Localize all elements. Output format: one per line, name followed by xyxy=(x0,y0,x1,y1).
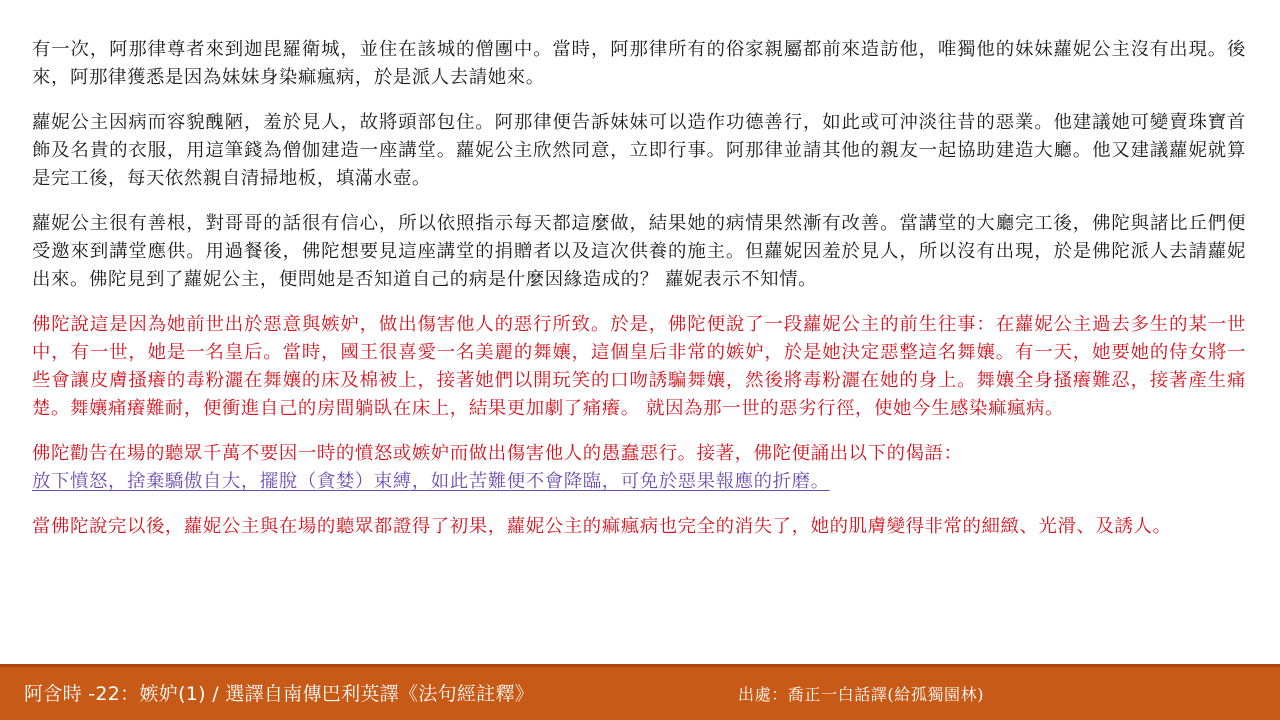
story-content xyxy=(32,36,1246,558)
paragraph-buddha-visit: 蘿妮公主很有善根，對哥哥的話很有信心，所以依照指示每天都這麼做，結果她的病情果然漸有改善。當講堂的大廳完工後，佛陀與諸比丘們便受邀來到講堂應供。用過餐後，佛陀想要見這座講堂的捐贈者以及這次供養的施主。但蘿妮因羞於見人，所以沒有出現，於是佛陀派人去請蘿妮出來。佛陀見到了蘿妮公主，便問她是否知道自己的病是什麼因緣造成的？ 蘿妮表示不知情。 xyxy=(32,213,1246,290)
paragraph-conclusion: 當佛陀說完以後，蘿妮公主與在場的聽眾都證得了初果，蘿妮公主的痲瘋病也完全的消失了，她的肌膚變得非常的細緻、光滑、及誘人。 xyxy=(32,516,1172,537)
verse-link[interactable]: 放下憤怒，捨棄驕傲自大，擺脫（貪婪）束縛，如此苦難便不會降臨，可免於惡果報應的折磨。 xyxy=(32,471,830,492)
paragraph-verse-block xyxy=(32,440,1246,496)
verse-intro: 佛陀勸告在場的聽眾千萬不要因一時的憤怒或嫉妒而做出傷害他人的愚蠢惡行。接著，佛陀便誦出以下的偈語： xyxy=(32,443,963,464)
footer-title: 阿含時 -22：嫉妒(1) / 選譯自南傳巴利英譯《法句經註釋》 xyxy=(24,683,535,705)
footer-bar xyxy=(0,664,1280,720)
paragraph-lecture-hall: 蘿妮公主因病而容貌醜陋，羞於見人，故將頭部包住。阿那律便告訴妹妹可以造作功德善行，如此或可沖淡往昔的惡業。他建議她可變賣珠寶首飾及名貴的衣服，用這筆錢為僧伽建造一座講堂。蘿妮公主欣然同意，立即行事。阿那律並請其他的親友一起協助建造大廳。他又建議蘿妮就算是完工後，每天依然親自清掃地板，填滿水壺。 xyxy=(32,112,1246,189)
paragraph-past-life: 佛陀說這是因為她前世出於惡意與嫉妒，做出傷害他人的惡行所致。於是，佛陀便說了一段蘿妮公主的前生往事：在蘿妮公主過去多生的某一世中，有一世，她是一名皇后。當時，國王很喜愛一名美麗的舞孃，這個皇后非常的嫉妒，於是她決定惡整這名舞孃。有一天，她要她的侍女將一些會讓皮膚搔癢的毒粉灑在舞孃的床及棉被上，接著她們以開玩笑的口吻誘騙舞孃，然後將毒粉灑在她的身上。舞孃全身搔癢難忍，接著產生痛楚。舞孃痛癢難耐，便衝進自己的房間躺臥在床上，結果更加劇了痛癢。 就因為那一世的惡劣行徑，使她今生感染痲瘋病。 xyxy=(32,314,1246,419)
paragraph-intro: 有一次，阿那律尊者來到迦毘羅衛城，並住在該城的僧團中。當時，阿那律所有的俗家親屬都前來造訪他，唯獨他的妹妹蘿妮公主沒有出現。後來，阿那律獲悉是因為妹妹身染痲瘋病，於是派人去請她來。 xyxy=(32,39,1246,88)
footer-source: 出處：喬正一白話譯(給孤獨園林) xyxy=(738,685,985,704)
